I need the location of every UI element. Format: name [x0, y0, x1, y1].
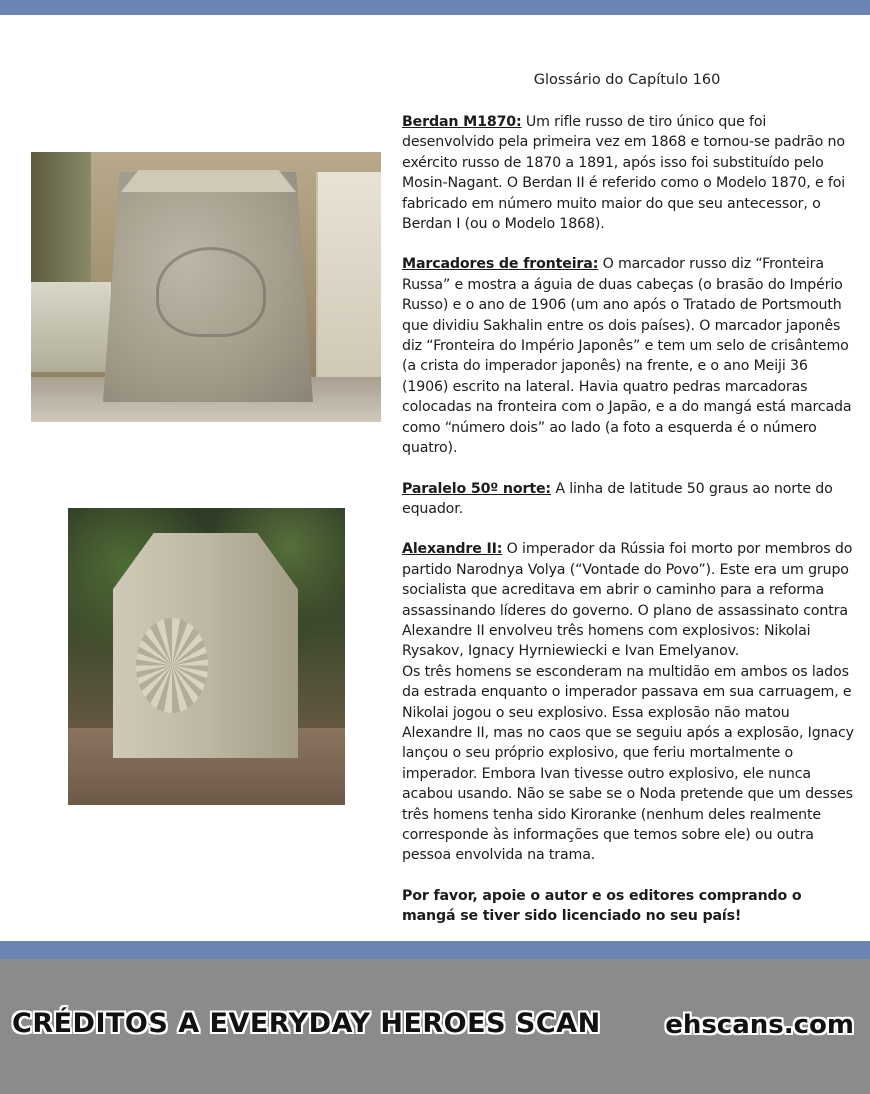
russian-marker-top [121, 170, 296, 192]
page-title: Glossário do Capítulo 160 [533, 72, 721, 88]
glossary-definition: Um rifle russo de tiro único que foi desenvolvido pela primeira vez em 1868 e tornou-se padrão no exército russo de 1870 a 1891, após isso foi substituído pelo Mosin-Nagant. O Berdan II é referido como o Modelo 1870, e foi fabricado em número muito maior do que seu antecessor, o Berdan I (ou o Modelo 1868). [402, 114, 846, 233]
glossary-definition: O imperador da Rússia foi morto por membros do partido Narodnya Volya (“Vontade do Povo”). Este era um grupo socialista que acreditava em abrir o caminho para a reforma assassinando líderes do governo. O plano de assassinato contra Alexandre II envolveu três homens com explosivos: Nikolai Rysakov, Ignacy Hyrniewiecki e Ivan Emelyanov. [402, 541, 853, 660]
glossary-term: Marcadores de fronteira: [402, 256, 599, 273]
bottom-accent-bar [0, 941, 870, 959]
support-author-note: Por favor, apoie o autor e os editores comprando o mangá se tiver sido licenciado no seu país! [402, 887, 802, 925]
glossary-term: Berdan M1870: [402, 114, 522, 130]
glossary-definition: O marcador russo diz “Fronteira Russa” e mostra a águia de duas cabeças (o brasão do Império Russo) e o ano de 1906 (um ano após o Tratado de Portsmouth que dividiu Sakhalin entre os dois países). O marcador japonês diz “Fronteira do Império Japonês” e tem um selo de crisântemo (a crista do imperador japonês) na frente, e o ano Meiji 36 (1906) escrito na lateral. Havia quatro pedras marcadoras colocadas na fronteira com o Japão, e a do mangá está marcada como “número dois” ao lado (a foto a esquerda é o número quatro). [402, 256, 852, 457]
glossary-entry-berdan [402, 112, 857, 234]
glossary-entry-alexander-ii [402, 539, 857, 866]
glossary-entry-50th-parallel [402, 479, 857, 520]
museum-display-case [31, 282, 111, 372]
chrysanthemum-seal-relief [136, 618, 208, 713]
glossary-definition: A linha de latitude 50 graus ao norte do equador. [402, 480, 833, 517]
glossary-term: Paralelo 50º norte: [402, 480, 551, 497]
glossary-definition-continued: Os três homens se esconderam na multidão em ambos os lados da estrada enquanto o imperador passava em sua carruagem, e Nikolai jogou o seu explosivo. Essa explosão não matou Alexandre II, mas no caos que se seguiu após a explosão, Ignacy lançou o seu próprio explosivo, que feriu mortalmente o imperador. Embora Ivan tivesse outro explosivo, ele nunca acabou usando. Não se sabe se o Noda pretende que um desses três homens tenha sido Kiroranke (nenhum deles realmente corresponde às informações que temos sobre ele) ou outra pessoa envolvida na trama. [402, 663, 854, 864]
scan-credits: CRÉDITOS A EVERYDAY HEROES SCAN [12, 1008, 601, 1039]
double-headed-eagle-relief [156, 247, 266, 337]
glossary-term: Alexandre II: [402, 541, 503, 558]
glossary-content [402, 112, 857, 927]
museum-shelf [316, 172, 381, 392]
japanese-border-marker-photo [68, 508, 345, 805]
glossary-entry-border-markers [402, 254, 857, 458]
scan-site-link[interactable]: ehscans.com [665, 1010, 854, 1040]
russian-border-marker-photo [31, 152, 381, 422]
top-accent-bar [0, 0, 870, 15]
